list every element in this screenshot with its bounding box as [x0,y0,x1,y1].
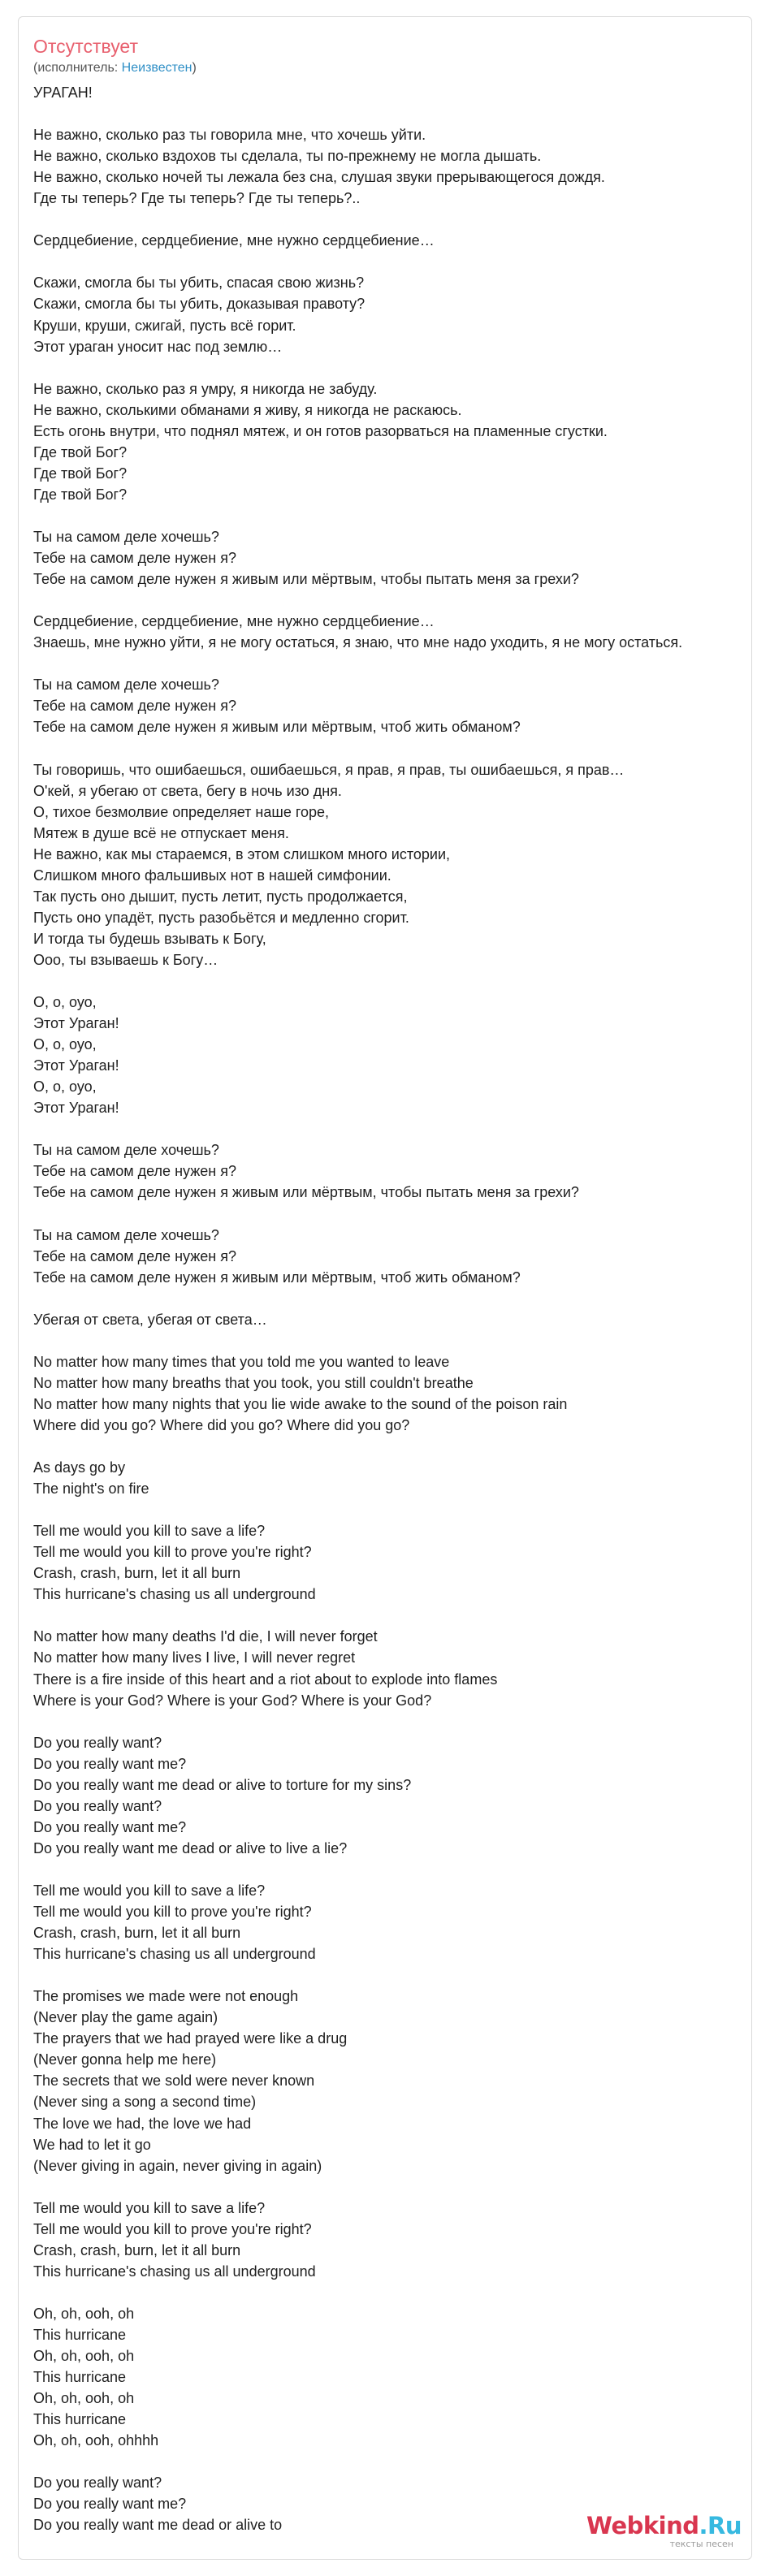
lyrics-stanza [33,1520,752,1605]
lyrics-stanza [33,1139,752,1203]
lyrics-line: О'кей, я убегаю от света, бегу в ночь изо дня. [33,782,342,799]
lyrics-line: Этот Ураган! [33,1015,119,1032]
lyrics-stanza [33,1457,752,1499]
lyrics-line: И тогда ты будешь взывать к Богу, [33,930,266,947]
lyrics-line: The prayers that we had prayed were like a drug [33,2030,348,2047]
lyrics-line: Этот ураган уносит нас под землю… [33,338,283,355]
lyrics-line: Crash, crash, burn, let it all burn [33,1565,241,1582]
lyrics-stanza [33,1225,752,1288]
lyrics-line: Где твой Бог? [33,443,128,460]
lyrics-line: Этот Ураган! [33,1057,119,1074]
lyrics-line: Do you really want me? [33,1755,187,1772]
lyrics-line: Oh, oh, ooh, ohhhh [33,2432,159,2449]
lyrics-line: Do you really want me? [33,1818,187,1835]
lyrics-line: Скажи, смогла бы ты убить, спасая свою жизнь? [33,274,365,292]
lyrics-line: As days go by [33,1459,126,1476]
lyrics-line: Tell me would you kill to save a life? [33,2199,266,2216]
lyrics-line: Тебе на самом деле нужен я живым или мёртвым, чтоб жить обманом? [33,1269,521,1286]
lyrics-line: Do you really want me dead or alive to torture for my sins? [33,1776,412,1793]
lyrics-line: Do you really want me dead or alive to live a lie? [33,1839,348,1856]
lyrics-stanza [33,1880,752,1964]
lyrics-line: Так пусть оно дышит, пусть летит, пусть продолжается, [33,888,408,905]
lyrics-line: The love we had, the love we had [33,2115,252,2132]
lyrics-line: Не важно, сколькими обманами я живу, я никогда не раскаюсь. [33,401,462,418]
lyrics-line: Crash, crash, burn, let it all burn [33,1925,241,1942]
lyrics-line: Oh, oh, ooh, oh [33,2348,135,2365]
lyrics-stanza [33,272,752,357]
lyrics-line: Tell me would you kill to prove you're right? [33,1904,312,1921]
lyrics-line: Ты говоришь, что ошибаешься, ошибаешься, я прав, я прав, ты ошибаешься, я прав… [33,761,625,778]
lyrics-line: Есть огонь внутри, что поднял мятеж, и он готов разорваться на пламенные сгустки. [33,422,608,439]
lyrics-line: This hurricane [33,2369,127,2386]
lyrics-line: Тебе на самом деле нужен я живым или мёртвым, чтоб жить обманом? [33,719,521,736]
lyrics-line: This hurricane [33,2411,127,2428]
lyrics-stanza [33,992,752,1118]
lyrics-line: The secrets that we sold were never known [33,2072,315,2090]
lyrics-line: There is a fire inside of this heart and a riot about to explode into flames [33,1671,498,1688]
lyrics-line: Где твой Бог? [33,465,128,482]
artist-link[interactable]: Неизвестен [121,61,192,75]
brand-logo[interactable] [586,2512,742,2549]
lyrics-line: О, тихое безмолвие определяет наше горе, [33,803,330,820]
lyrics-line: Не важно, как мы стараемся, в этом слишком много истории, [33,845,451,862]
lyrics-line: О, о, оуо, [33,1036,97,1053]
brand-name-main: Webkind [586,2512,699,2539]
lyrics-line: УРАГАН! [33,84,93,101]
lyrics-stanza [33,1351,752,1436]
lyrics-line: Тебе на самом деле нужен я? [33,698,236,715]
lyrics-line: No matter how many breaths that you took, you still couldn't breathe [33,1374,474,1391]
lyrics-line: Мятеж в душе всё не отпускает меня. [33,824,289,841]
lyrics-line: (Never giving in again, never giving in again) [33,2157,322,2174]
lyrics-line: Не важно, сколько вздохов ты сделала, ты по-прежнему не могла дышать. [33,148,542,165]
lyrics-stanza [33,526,752,590]
lyrics-line: Tell me would you kill to prove you're right? [33,1544,312,1561]
lyrics-line: Tell me would you kill to save a life? [33,1882,266,1899]
lyrics-stanza [33,124,752,209]
lyrics-line: Do you really want? [33,1797,162,1814]
lyrics-line: Слишком много фальшивых нот в нашей симфонии. [33,867,391,884]
brand-tagline: тексты песен [669,2539,733,2549]
lyrics-line: Сердцебиение, сердцебиение, мне нужно сердцебиение… [33,613,435,630]
lyrics-line: Не важно, сколько раз ты говорила мне, что хочешь уйти. [33,127,426,144]
lyrics-line: О, о, оуо, [33,1078,97,1096]
lyrics-stanza [33,2198,752,2282]
lyrics-line: Ты на самом деле хочешь? [33,676,219,694]
lyrics-line: Oh, oh, ooh, oh [33,2390,135,2407]
lyrics-line: Ооо, ты взываешь к Богу… [33,951,218,968]
lyrics-stanza [33,674,752,737]
brand-name-accent: .Ru [699,2512,742,2539]
lyrics-stanza [33,1309,752,1330]
lyrics-stanza [33,230,752,251]
lyrics-line: Тебе на самом деле нужен я? [33,1247,236,1264]
lyrics-line: О, о, оуо, [33,994,97,1011]
lyrics-line: We had to let it go [33,2136,151,2153]
lyrics-line: Do you really want? [33,1734,162,1751]
lyrics-stanza [33,1986,752,2176]
lyrics-line: (Never play the game again) [33,2009,218,2026]
brand-name [586,2512,742,2539]
lyrics-line: Где ты теперь? Где ты теперь? Где ты теперь?.. [33,190,361,207]
lyrics-stanza [33,2303,752,2451]
lyrics-stanza [33,759,752,970]
lyrics-line: No matter how many nights that you lie wide awake to the sound of the poison rain [33,1395,568,1412]
lyrics-line: No matter how many lives I live, I will never regret [33,1649,356,1666]
lyrics-body [33,82,752,2557]
lyrics-line: No matter how many deaths I'd die, I will never forget [33,1628,378,1645]
lyrics-line: Этот Ураган! [33,1100,119,1117]
lyrics-line: Ты на самом деле хочешь? [33,528,219,545]
lyrics-line: Crash, crash, burn, let it all burn [33,2241,241,2258]
lyrics-line: Скажи, смогла бы ты убить, доказывая правоту? [33,296,366,313]
lyrics-line: This hurricane's chasing us all underground [33,1586,316,1603]
lyrics-line: Тебе на самом деле нужен я живым или мёртвым, чтобы пытать меня за грехи? [33,1184,579,1201]
artist-prefix: (исполнитель: [33,61,122,75]
lyrics-line: Tell me would you kill to prove you're right? [33,2220,312,2237]
lyrics-line: Тебе на самом деле нужен я живым или мёртвым, чтобы пытать меня за грехи? [33,571,579,588]
lyrics-line: This hurricane [33,2326,127,2343]
artist-line [33,60,197,76]
lyrics-line: Сердцебиение, сердцебиение, мне нужно сердцебиение… [33,232,435,249]
page-title: Отсутствует [33,36,138,57]
lyrics-stanza [33,611,752,653]
lyrics-stanza [33,1626,752,1710]
lyrics-line: Тебе на самом деле нужен я? [33,550,236,567]
lyrics-line: Tell me would you kill to save a life? [33,1523,266,1540]
lyrics-card [18,16,752,2560]
lyrics-line: Do you really want? [33,2474,162,2492]
lyrics-line: Ты на самом деле хочешь? [33,1142,219,1159]
lyrics-line: No matter how many times that you told me you wanted to leave [33,1353,450,1370]
lyrics-line: Do you really want me dead or alive to [33,2517,283,2534]
lyrics-line: Не важно, сколько ночей ты лежала без сна, слушая звуки прерывающегося дождя. [33,169,605,186]
lyrics-line: The promises we made were not enough [33,1988,299,2005]
lyrics-line: Ты на самом деле хочешь? [33,1226,219,1243]
lyrics-line: Круши, круши, сжигай, пусть всё горит. [33,317,296,334]
lyrics-line: Where is your God? Where is your God? Where is your God? [33,1692,432,1709]
lyrics-stanza [33,1732,752,1859]
lyrics-line: Do you really want me? [33,2496,187,2513]
lyrics-line: Где твой Бог? [33,486,128,503]
lyrics-line: (Never sing a song a second time) [33,2094,257,2111]
lyrics-stanza [33,378,752,505]
artist-suffix: ) [192,61,197,75]
lyrics-stanza [33,82,752,103]
lyrics-line: This hurricane's chasing us all underground [33,1946,316,1963]
lyrics-line: Where did you go? Where did you go? Where did you go? [33,1416,410,1433]
lyrics-line: Знаешь, мне нужно уйти, я не могу остаться, я знаю, что мне надо уходить, я не могу остаться. [33,634,683,651]
lyrics-line: (Never gonna help me here) [33,2051,217,2068]
lyrics-line: Пусть оно упадёт, пусть разобьётся и медленно сгорит. [33,909,409,926]
lyrics-line: The night's on fire [33,1480,149,1498]
lyrics-line: Убегая от света, убегая от света… [33,1311,267,1328]
lyrics-line: Oh, oh, ooh, oh [33,2305,135,2322]
lyrics-line: Тебе на самом деле нужен я? [33,1163,236,1180]
lyrics-line: This hurricane's chasing us all underground [33,2263,316,2280]
lyrics-line: Не важно, сколько раз я умру, я никогда не забуду. [33,380,378,397]
